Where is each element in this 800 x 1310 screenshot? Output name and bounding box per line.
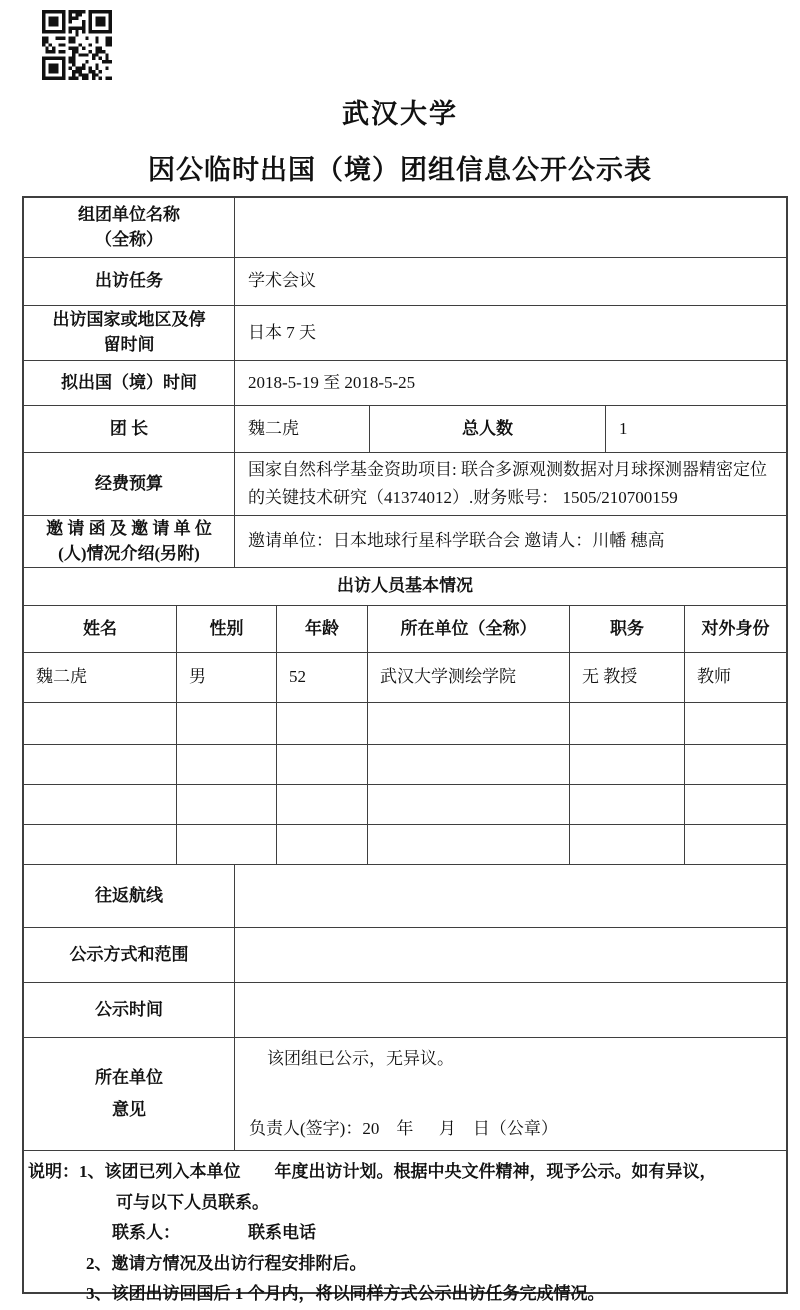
person-position: [569, 785, 684, 824]
personnel-row: [24, 824, 786, 864]
person-age: [276, 785, 367, 824]
sign-date-blanks: 20 年 月 日: [362, 1119, 490, 1139]
page-subtitle: 因公临时出国（境）团组信息公开公示表: [148, 155, 652, 185]
person-unit: [367, 825, 569, 864]
person-external-identity: 教师: [684, 653, 786, 702]
leader-value: 魏二虎: [234, 406, 369, 452]
date-label: 拟出国（境）时间: [61, 372, 197, 392]
row-leader: [24, 405, 786, 452]
form-table: [22, 196, 788, 1304]
row-invitation: [24, 515, 786, 567]
personnel-row: [24, 744, 786, 784]
page-title: 武汉大学: [342, 99, 458, 129]
sign-label: 负责人(签字)：: [249, 1119, 363, 1139]
personnel-row: [24, 652, 786, 702]
total-count-label: 总人数: [369, 406, 605, 452]
row-opinion: [24, 1037, 786, 1150]
person-gender: [176, 745, 276, 784]
person-unit: 武汉大学测绘学院: [367, 653, 569, 702]
invitation-label-line1: 邀 请 函 及 邀 请 单 位: [46, 518, 212, 538]
row-personnel-section: [24, 567, 786, 605]
person-gender: [176, 703, 276, 744]
person-name: [24, 825, 176, 864]
unit-name-label-line1: 组团单位名称: [78, 204, 180, 224]
sign-line: [249, 1117, 558, 1142]
row-country: [24, 305, 786, 360]
person-unit: [367, 745, 569, 784]
opinion-statement: 该团组已公示，无异议。: [267, 1049, 454, 1068]
col-gender: 性别: [176, 606, 276, 652]
person-position: [569, 703, 684, 744]
note-line-5: 3、该团出访回国后 1 个月内，将以同样方式公示出访任务完成情况。: [86, 1284, 605, 1304]
row-date: [24, 360, 786, 405]
route-label: 往返航线: [95, 885, 163, 905]
invitation-label: [24, 516, 234, 567]
person-gender: 男: [176, 653, 276, 702]
note-line-2: 可与以下人员联系。: [116, 1192, 269, 1212]
person-name: 魏二虎: [36, 667, 87, 687]
row-publicity-time: [24, 982, 786, 1037]
task-label: 出访任务: [95, 271, 163, 291]
date-value: 2018-5-19 至 2018-5-25: [234, 361, 786, 405]
personnel-section-title: 出访人员基本情况: [337, 576, 473, 596]
task-value: 学术会议: [234, 258, 786, 305]
row-notes: [24, 1150, 786, 1304]
budget-label: 经费预算: [95, 473, 163, 493]
total-count-value: 1: [605, 406, 786, 452]
unit-name-label: [24, 198, 234, 257]
person-unit: [367, 785, 569, 824]
personnel-row: [24, 784, 786, 824]
row-budget: [24, 452, 786, 515]
opinion-label-line1: 所在单位: [95, 1067, 163, 1087]
person-external-identity: [684, 825, 786, 864]
person-age: [276, 745, 367, 784]
budget-value: 国家自然科学基金资助项目: 联合多源观测数据对月球探测器精密定位的关键技术研究（41374012）.财务账号： 1505/210700159: [234, 453, 786, 515]
person-unit: [367, 703, 569, 744]
publicity-time-label: 公示时间: [95, 999, 163, 1019]
opinion-value: [234, 1038, 572, 1150]
col-age: 年龄: [276, 606, 367, 652]
row-route: [24, 864, 786, 927]
official-seal-label: （公章）: [489, 1119, 558, 1139]
person-position: 无 教授: [569, 653, 684, 702]
row-publicity-method: [24, 927, 786, 982]
col-position: 职务: [569, 606, 684, 652]
unit-name-label-line2: （全称）: [95, 229, 163, 249]
unit-name-value: [234, 198, 786, 257]
note-line-1: 说明：1、该团已列入本单位 年度出访计划。根据中央文件精神，现予公示。如有异议，: [28, 1162, 717, 1181]
col-external-identity: 对外身份: [684, 606, 786, 652]
personnel-row: [24, 702, 786, 744]
qr-code-icon: [42, 10, 112, 80]
person-age: 52: [276, 653, 367, 702]
publicity-time-value: [234, 983, 786, 1037]
route-value: [234, 865, 786, 927]
leader-label: 团 长: [109, 418, 149, 438]
person-gender: [176, 825, 276, 864]
publicity-method-value: [234, 928, 786, 982]
notes-block: [24, 1151, 786, 1304]
person-name: [24, 745, 176, 784]
row-unit-name: [24, 198, 786, 257]
col-unit: 所在单位（全称）: [367, 606, 569, 652]
person-name: [24, 785, 176, 824]
country-label-line2: 留时间: [103, 335, 155, 354]
person-name: [24, 703, 176, 744]
personnel-header-row: [24, 605, 786, 652]
person-age: [276, 825, 367, 864]
country-label-line1: 出访国家或地区及停: [52, 310, 206, 330]
col-name: 姓名: [83, 618, 117, 638]
person-age: [276, 703, 367, 744]
publicity-method-label: 公示方式和范围: [69, 944, 189, 964]
opinion-label: [24, 1038, 234, 1150]
person-position: [569, 825, 684, 864]
person-position: [569, 745, 684, 784]
invitation-label-line2: (人)情况介绍(另附): [58, 543, 200, 563]
country-label: [24, 306, 234, 360]
person-gender: [176, 785, 276, 824]
row-task: [24, 257, 786, 305]
invitation-value: 邀请单位：日本地球行星科学联合会 邀请人：川幡 穗高: [234, 516, 786, 567]
note-line-4: 2、邀请方情况及出访行程安排附后。: [86, 1253, 367, 1273]
note-line-3: 联系人： 联系电话: [112, 1223, 316, 1243]
country-value: 日本 7 天: [234, 306, 786, 360]
opinion-label-line2: 意见: [112, 1100, 146, 1119]
person-external-identity: [684, 745, 786, 784]
person-external-identity: [684, 703, 786, 744]
person-external-identity: [684, 785, 786, 824]
